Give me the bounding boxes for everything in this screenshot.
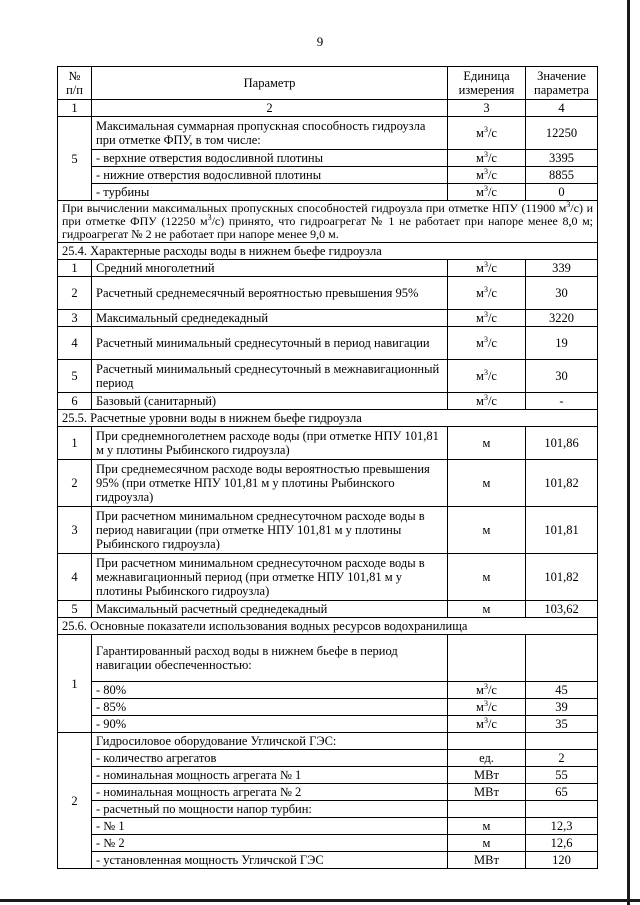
row-parameter: Гарантированный расход воды в нижнем бьефе в период навигации обеспеченностью: [92, 635, 448, 682]
row-parameter: - установленная мощность Угличской ГЭС [92, 852, 448, 869]
scan-edge-right [627, 0, 630, 905]
note-row [58, 201, 598, 243]
row-value: 2 [526, 750, 598, 767]
row-parameter: - № 1 [92, 818, 448, 835]
row-value: 35 [526, 716, 598, 733]
row-parameter: Максимальный среднедекадный [92, 310, 448, 327]
table-row [58, 750, 598, 767]
table-row [58, 554, 598, 601]
row-parameter: При среднемесячном расходе воды вероятностью превышения 95% (при отметке НПУ 101,81 м у плотины Рыбинского гидроузла) [92, 460, 448, 507]
table-header-row [58, 67, 598, 100]
row-unit: $м^3/с$ [448, 167, 526, 184]
row-unit: м [448, 601, 526, 618]
row-number: 3 [58, 507, 92, 554]
table-row [58, 635, 598, 682]
row-number: 1 [58, 427, 92, 460]
row-parameter: - номинальная мощность агрегата № 2 [92, 784, 448, 801]
table-row [58, 393, 598, 410]
row-parameter: Базовый (санитарный) [92, 393, 448, 410]
row-unit: $м^3/с$ [448, 184, 526, 201]
row-unit: $м^3/с$ [448, 716, 526, 733]
row-unit: МВт [448, 767, 526, 784]
row-parameter: Гидросиловое оборудование Угличской ГЭС: [92, 733, 448, 750]
row-parameter: При среднемноголетнем расходе воды (при отметке НПУ 101,81 м у плотины Рыбинского гидроузла) [92, 427, 448, 460]
row-unit: м [448, 818, 526, 835]
table-row [58, 784, 598, 801]
table-row [58, 835, 598, 852]
row-unit: МВт [448, 852, 526, 869]
row-value: 30 [526, 360, 598, 393]
scan-edge-bottom [0, 899, 640, 902]
table-row [58, 818, 598, 835]
row-value: 0 [526, 184, 598, 201]
row-unit: $м^3/с$ [448, 360, 526, 393]
row-parameter: Расчетный минимальный среднесуточный в межнавигационный период [92, 360, 448, 393]
row-number: 4 [58, 327, 92, 360]
page-number: 9 [316, 34, 324, 49]
row-parameter: - турбины [92, 184, 448, 201]
row-unit: $м^3/с$ [448, 682, 526, 699]
row-unit: м [448, 507, 526, 554]
row-unit: $м^3/с$ [448, 150, 526, 167]
row-parameter: - 85% [92, 699, 448, 716]
row-number: 2 [58, 460, 92, 507]
row-value: 19 [526, 327, 598, 360]
table-row [58, 327, 598, 360]
index-cell: 1 [58, 100, 92, 117]
row-number: 2 [58, 277, 92, 310]
row-value: 3220 [526, 310, 598, 327]
table-row [58, 699, 598, 716]
note-text: При вычислении максимальных пропускных способностей гидроузла при отметке НПУ (11900 $м^3/с$) и при отметке ФПУ (12250 $м^3/с$) принято, что гидроагрегат № 1 не работает при напоре менее 8,0 м; гидроагрегат № 2 не работает при напоре менее 9,0 м. [58, 201, 598, 243]
row-value [526, 635, 598, 682]
row-parameter: - расчетный по мощности напор турбин: [92, 801, 448, 818]
row-value: 39 [526, 699, 598, 716]
table-index-row [58, 100, 598, 117]
section-title-25-6: 25.6. Основные показатели использования водных ресурсов водохранилища [58, 618, 598, 635]
section-title-25-5: 25.5. Расчетные уровни воды в нижнем бьефе гидроузла [58, 410, 598, 427]
section-row [58, 243, 598, 260]
row-parameter: Максимальный расчетный среднедекадный [92, 601, 448, 618]
section-row [58, 410, 598, 427]
row-unit: $м^3/с$ [448, 310, 526, 327]
table-row [58, 507, 598, 554]
table-row [58, 167, 598, 184]
table-row [58, 360, 598, 393]
row-value: 30 [526, 277, 598, 310]
table-row [58, 260, 598, 277]
row-unit [448, 733, 526, 750]
row-unit: $м^3/с$ [448, 699, 526, 716]
parameters-table [57, 66, 598, 869]
table-row [58, 767, 598, 784]
row-number: 5 [58, 117, 92, 201]
row-unit: м [448, 835, 526, 852]
row-value: 101,82 [526, 460, 598, 507]
row-unit: м [448, 460, 526, 507]
table-row [58, 150, 598, 167]
row-value: 55 [526, 767, 598, 784]
table-row [58, 310, 598, 327]
row-parameter: - верхние отверстия водосливной плотины [92, 150, 448, 167]
row-parameter: - количество агрегатов [92, 750, 448, 767]
row-unit: м [448, 554, 526, 601]
table-row [58, 716, 598, 733]
table-row [58, 427, 598, 460]
section-title-25-4: 25.4. Характерные расходы воды в нижнем бьефе гидроузла [58, 243, 598, 260]
table-row [58, 117, 598, 150]
row-parameter: - № 2 [92, 835, 448, 852]
row-value: 3395 [526, 150, 598, 167]
row-value: - [526, 393, 598, 410]
row-value: 101,82 [526, 554, 598, 601]
header-num: № п/п [58, 67, 92, 100]
row-unit: МВт [448, 784, 526, 801]
table-row [58, 601, 598, 618]
row-parameter: - нижние отверстия водосливной плотины [92, 167, 448, 184]
row-value: 65 [526, 784, 598, 801]
header-value: Значение параметра [526, 67, 598, 100]
row-value [526, 733, 598, 750]
index-cell: 4 [526, 100, 598, 117]
row-number: 5 [58, 360, 92, 393]
table-row [58, 460, 598, 507]
row-value: 12,6 [526, 835, 598, 852]
row-parameter: Расчетный минимальный среднесуточный в период навигации [92, 327, 448, 360]
table-row [58, 184, 598, 201]
row-number: 1 [58, 260, 92, 277]
row-unit: ед. [448, 750, 526, 767]
row-unit: $м^3/с$ [448, 327, 526, 360]
row-unit: $м^3/с$ [448, 277, 526, 310]
row-unit: $м^3/с$ [448, 393, 526, 410]
row-value: 8855 [526, 167, 598, 184]
table-row [58, 682, 598, 699]
row-parameter: При расчетном минимальном среднесуточном расходе воды в период навигации (при отметке НПУ 101,81 м у плотины Рыбинского гидроузла) [92, 507, 448, 554]
row-parameter: - 80% [92, 682, 448, 699]
row-value: 339 [526, 260, 598, 277]
row-parameter: Максимальная суммарная пропускная способность гидроузла при отметке ФПУ, в том числе: [92, 117, 448, 150]
row-value: 12250 [526, 117, 598, 150]
header-param: Параметр [92, 67, 448, 100]
row-number: 1 [58, 635, 92, 733]
row-number: 5 [58, 601, 92, 618]
row-value: 103,62 [526, 601, 598, 618]
row-unit: м [448, 427, 526, 460]
section-row [58, 618, 598, 635]
table-row [58, 801, 598, 818]
index-cell: 3 [448, 100, 526, 117]
row-unit [448, 801, 526, 818]
row-number: 6 [58, 393, 92, 410]
table-row [58, 277, 598, 310]
row-parameter: - номинальная мощность агрегата № 1 [92, 767, 448, 784]
row-value: 101,81 [526, 507, 598, 554]
row-number: 3 [58, 310, 92, 327]
row-value: 12,3 [526, 818, 598, 835]
table-row [58, 733, 598, 750]
table-row [58, 852, 598, 869]
row-number: 2 [58, 733, 92, 869]
row-unit: $м^3/с$ [448, 117, 526, 150]
row-value: 101,86 [526, 427, 598, 460]
index-cell: 2 [92, 100, 448, 117]
row-parameter: Средний многолетний [92, 260, 448, 277]
row-value [526, 801, 598, 818]
row-parameter: Расчетный среднемесячный вероятностью превышения 95% [92, 277, 448, 310]
row-number: 4 [58, 554, 92, 601]
row-unit: $м^3/с$ [448, 260, 526, 277]
row-parameter: При расчетном минимальном среднесуточном расходе воды в межнавигационный период (при отметке НПУ 101,81 м у плотины Рыбинского гидроузла) [92, 554, 448, 601]
row-unit [448, 635, 526, 682]
header-unit: Единица измерения [448, 67, 526, 100]
row-value: 120 [526, 852, 598, 869]
row-parameter: - 90% [92, 716, 448, 733]
row-value: 45 [526, 682, 598, 699]
